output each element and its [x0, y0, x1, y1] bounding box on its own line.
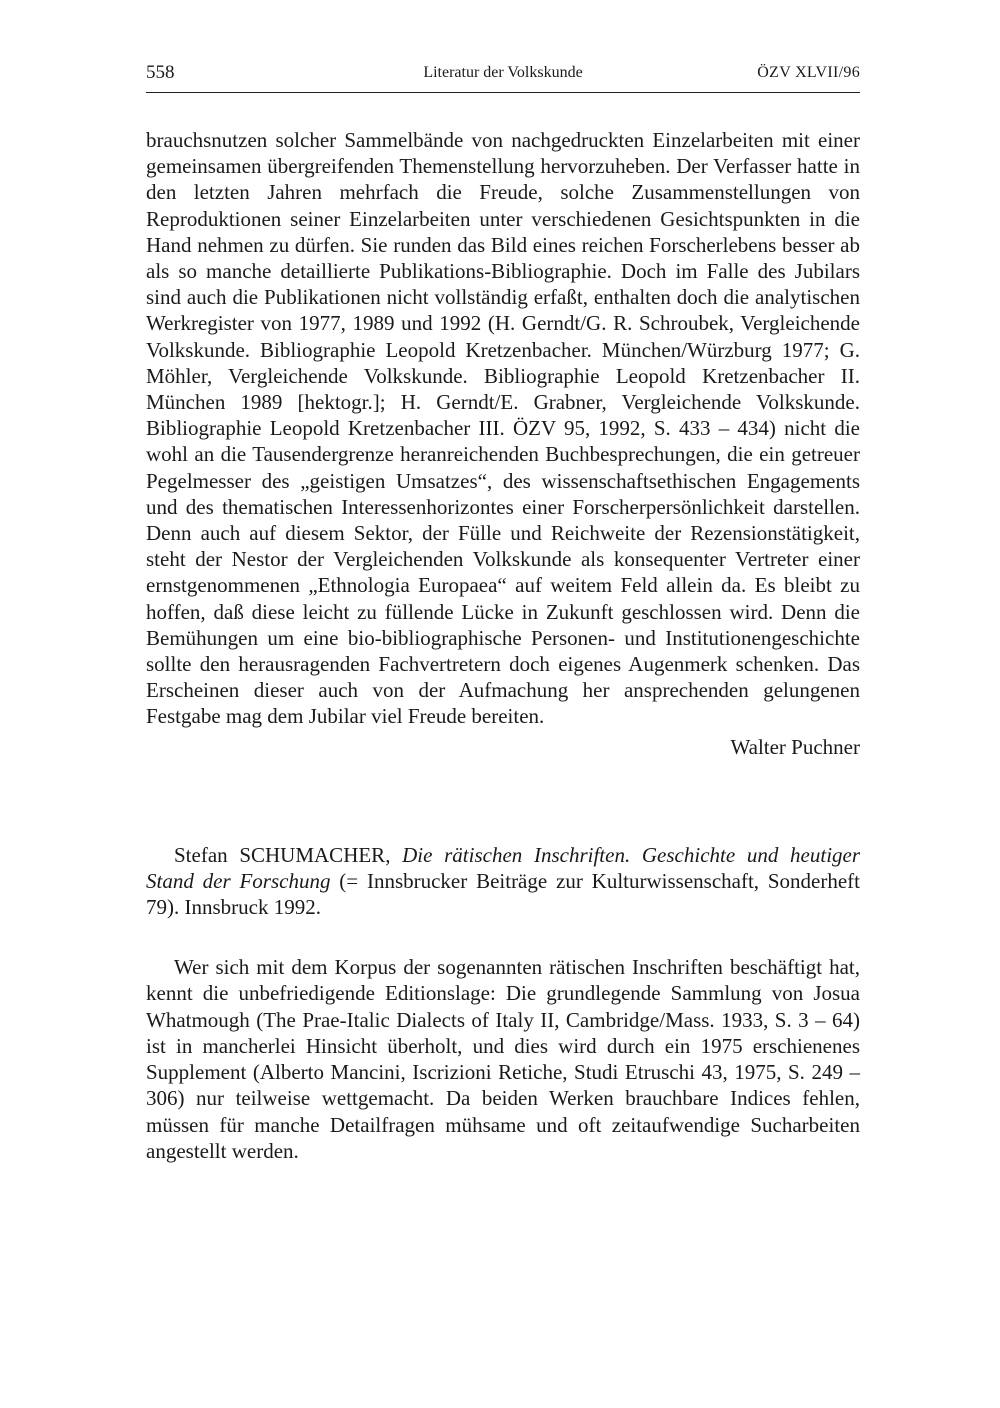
journal-reference: ÖZV XLVII/96 — [757, 64, 860, 81]
review-paragraph: brauchsnutzen solcher Sammelbände von nachgedruckten Einzelarbeiten mit einer gemeinsamen übergreifenden Themenstellung hervorzuheben. Der Verfasser hatte in den letzten Jahren mehrfach die Freude, solche Zusammenstellungen von Reproduktionen seiner Einzelarbeiten unter verschiedenen Gesichtspunkten in die Hand nehmen zu dürfen. Sie runden das Bild eines reichen Forscherlebens besser ab als so manche detaillierte Publikations-Bibliographie. Doch im Falle des Jubilars sind auch die Publikationen nicht vollständig erfaßt, enthalten doch die analytischen Werkregister von 1977, 1989 und 1992 (H. Gerndt/G. R. Schroubek, Vergleichende Volkskunde. Bibliographie Leopold Kretzenbacher. München/Würzburg 1977; G. Möhler, Vergleichende Volkskunde. Bibliographie Leopold Kretzenbacher II. München 1989 [hektogr.]; H. Gerndt/E. Grabner, Vergleichende Volkskunde. Bibliographie Leopold Kretzenbacher III. ÖZV 95, 1992, S. 433 – 434) nicht die wohl an die Tausendergrenze heranreichenden Buchbesprechungen, die ein getreuer Pegelmesser des „geistigen Umsatzes“, des wissenschaftsethischen Engagements und des thematischen Interessenhorizontes einer Forscherpersönlichkeit darstellen. Denn auch auf diesem Sektor, der Fülle und Reichweite der Rezensionstätigkeit, steht der Nestor der Vergleichenden Volkskunde als konsequenter Vertreter einer ernstgenommenen „Ethnologia Europaea“ auf weitem Feld allein da. Es bleibt zu hoffen, daß diese leicht zu füllende Lücke in Zukunft geschlossen wird. Denn die Bemühungen um eine bio-bibliographische Personen- und Institutionengeschichte sollte den herausragenden Fachvertretern doch eigenes Augenmerk schenken. Das Erscheinen dieser auch von der Aufmachung her ansprechenden gelungenen Festgabe mag dem Jubilar viel Freude bereiten. — [146, 128, 860, 729]
page — [146, 58, 860, 1164]
running-head — [146, 58, 860, 93]
book-title: Die rätischen Inschriften. Geschichte und heutiger Stand der Forschung — [146, 842, 861, 893]
section-title: Literatur der Volkskunde — [423, 64, 583, 81]
bibliographic-entry — [146, 842, 860, 921]
review-paragraph: Wer sich mit dem Korpus der sogenannten rätischen Inschriften beschäftigt hat, kennt die unbefriedigende Editionslage: Die grundlegende Sammlung von Josua Whatmough (The Prae-Italic Dialects of Italy II, Cambridge/Mass. 1933, S. 3 – 64) ist in mancherlei Hinsicht überholt, und dies wird durch ein 1975 erschienenes Supplement (Alberto Mancini, Iscrizioni Retiche, Studi Etruschi 43, 1975, S. 249 – 306) nur teilweise wettgemacht. Da beiden Werken brauchbare Indices fehlen, müssen für manche Detailfragen mühsame und oft zeitaufwendige Sucharbeiten angestellt werden. — [146, 955, 860, 1163]
book-series: (= Innsbrucker Beiträge zur Kulturwissenschaft, Sonderheft 79). Innsbruck 1992. — [146, 868, 860, 920]
page-number: 558 — [146, 62, 175, 83]
book-author: Stefan SCHUMACHER, — [174, 842, 391, 867]
reviewer-signature: Walter Puchner — [730, 734, 860, 759]
